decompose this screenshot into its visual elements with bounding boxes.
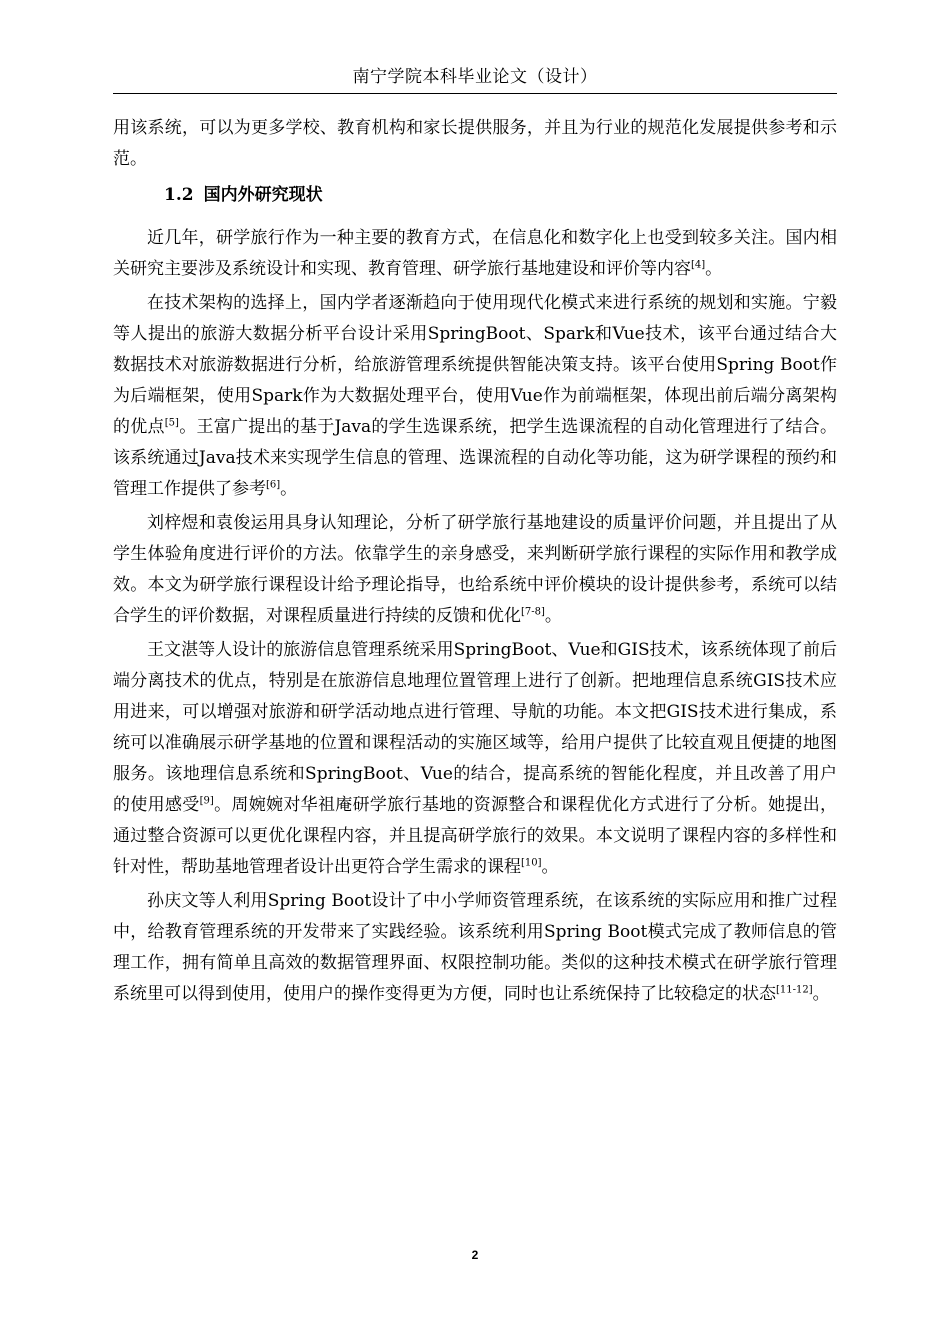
paragraph-quality-evaluation: 刘梓煜和袁俊运用具身认知理论，分析了研学旅行基地建设的质量评价问题，并且提出了从学生体验角度进行评价的方法。依靠学生的亲身感受，来判断研学旅行课程的实际作用和教学成效。本文为研学旅行课程设计给予理论指导，也给系统中评价模块的设计提供参考，系统可以结合学生的评价数据，对课程质量进行持续的反馈和优化[7-8]。 [113,513,837,626]
paragraph-gis-system: 王文湛等人设计的旅游信息管理系统采用SpringBoot、Vue和GIS技术，该系统体现了前后端分离技术的优点，特别是在旅游信息地理位置管理上进行了创新。把地理信息系统GIS技术应用进来，可以增强对旅游和研学活动地点进行管理、导航的功能。本文把GIS技术进行集成，系统可以准确展示研学基地的位置和课程活动的实施区域等，给用户提供了比较直观且便捷的地图服务。该地理信息系统和SpringBoot、Vue的结合，提高系统的智能化程度，并且改善了用户的使用感受[9]。周婉婉对华祖庵研学旅行基地的资源整合和课程优化方式进行了分析。她提出，通过整合资源可以更优化课程内容，并且提高研学旅行的效果。本文说明了课程内容的多样性和针对性，帮助基地管理者设计出更符合学生需求的课程[10]。 [113,640,838,877]
citation-7-8[interactable]: [7-8] [521,606,545,618]
citation-5[interactable]: [5] [164,417,179,429]
paragraph-continued: 用该系统，可以为更多学校、教育机构和家长提供服务，并且为行业的规范化发展提供参考和示范。 [113,118,837,169]
paragraph-research-overview: 近几年，研学旅行作为一种主要的教育方式，在信息化和数字化上也受到较多关注。国内相关研究主要涉及系统设计和实现、教育管理、研学旅行基地建设和评价等内容[4]。 [113,228,837,279]
paragraph-teacher-management: 孙庆文等人利用Spring Boot设计了中小学师资管理系统，在该系统的实际应用和推广过程中，给教育管理系统的开发带来了实践经验。该系统利用Spring Boot模式完成了教师信息的管理工作，拥有简单且高效的数据管理界面、权限控制功能。类似的这种技术模式在研学旅行管理系统里可以得到使用，使用户的操作变得更为方便，同时也让系统保持了比较稳定的状态[11-12]。 [113,891,837,1004]
citation-10[interactable]: [10] [521,857,542,869]
body-text [113,113,837,1013]
citation-9[interactable]: [9] [199,795,214,807]
running-header [113,62,837,94]
citation-11-12[interactable]: [11-12] [776,984,813,996]
section-title: 国内外研究现状 [203,185,323,205]
page-number: 2 [471,1248,479,1262]
section-number: 1.2 [164,185,194,205]
citation-4[interactable]: [4] [691,259,706,271]
running-header-title: 南宁学院本科毕业论文（设计） [352,67,598,87]
paragraph-technical-architecture: 在技术架构的选择上，国内学者逐渐趋向于使用现代化模式来进行系统的规划和实施。宁毅等人提出的旅游大数据分析平台设计采用SpringBoot、Spark和Vue技术，该平台通过结合大数据技术对旅游数据进行分析，给旅游管理系统提供智能决策支持。该平台使用Spring Boot作为后端框架，使用Spark作为大数据处理平台，使用Vue作为前端框架，体现出前后端分离架构的优点[5]。王富广提出的基于Java的学生选课系统，把学生选课流程的自动化管理进行了结合。该系统通过Java技术来实现学生信息的管理、选课流程的自动化等功能，这为研学课程的预约和管理工作提供了参考[6]。 [113,293,837,499]
citation-6[interactable]: [6] [266,479,281,491]
section-heading [113,179,837,211]
